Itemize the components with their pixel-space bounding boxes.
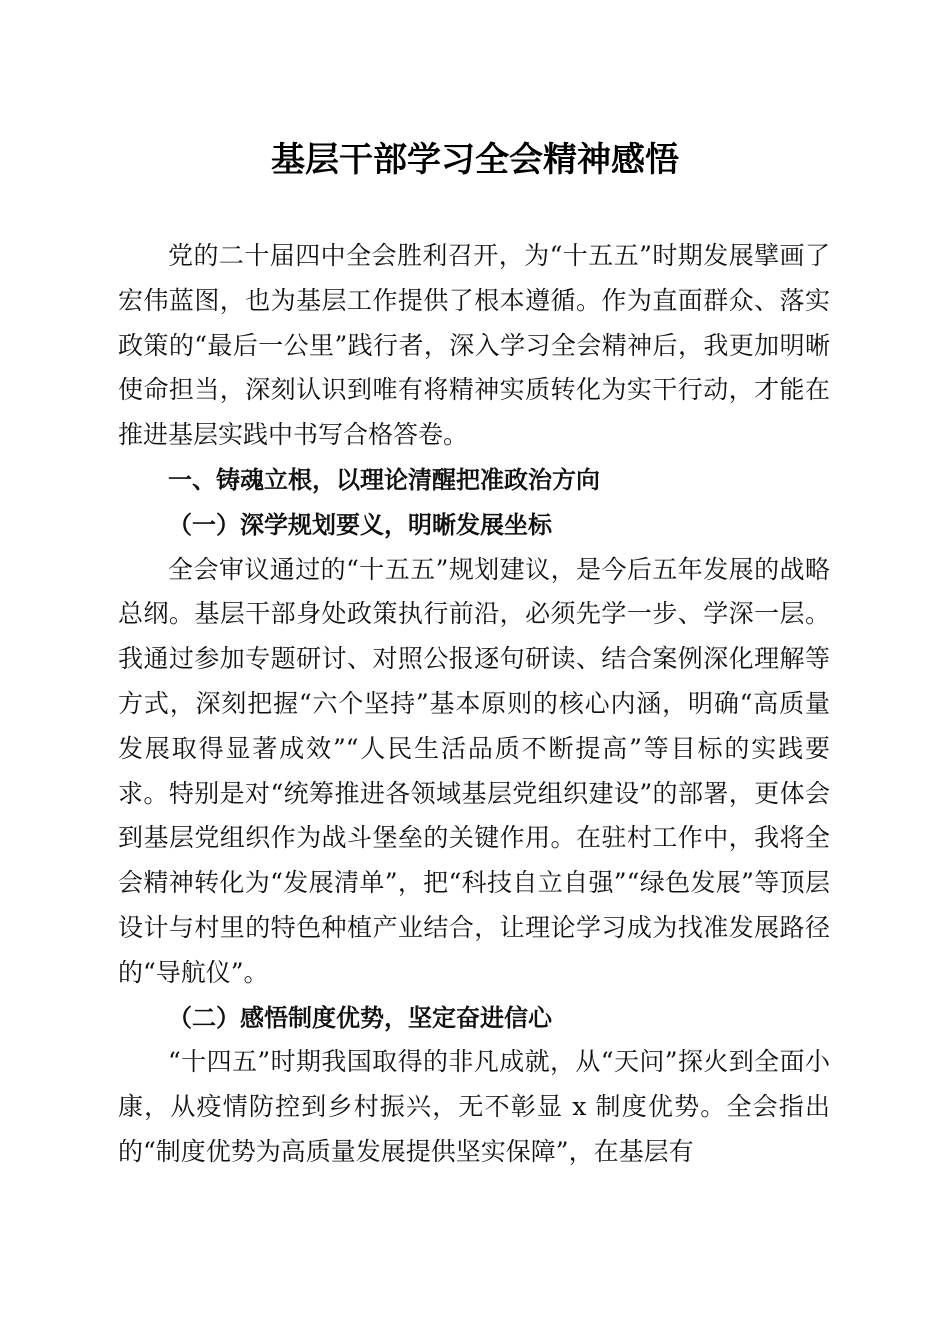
subsection-2-paragraph: “十四五”时期我国取得的非凡成就，从“天问”探火到全面小康，从疫情防控到乡村振兴，无不彰显 x 制度优势。全会指出的“制度优势为高质量发展提供坚实保障”，在基层有 [118,1047,830,1166]
subsection-heading-1: （一）深学规划要义，明晰发展坐标 [168,509,552,539]
subsection-heading-2: （二）感悟制度优势，坚定奋进信心 [168,1002,552,1032]
intro-paragraph: 党的二十届四中全会胜利召开，为“十五五”时期发展擘画了宏伟蓝图，也为基层工作提供了根本遵循。作为直面群众、落实政策的“最后一公里”践行者，深入学习全会精神后，我更加明晰使命担当，深刻认识到唯有将精神实质转化为实干行动，才能在推进基层实践中书写合格答卷。 [118,241,830,450]
subsection-1-paragraph: 全会审议通过的“十五五”规划建议，是今后五年发展的战略总纲。基层干部身处政策执行前沿，必须先学一步、学深一层。我通过参加专题研讨、对照公报逐句研读、结合案例深化理解等方式，深刻把握“六个坚持”基本原则的核心内涵，明确“高质量发展取得显著成效”“人民生活品质不断提高”等目标的实践要求。特别是对“统筹推进各领域基层党组织建设”的部署，更体会到基层党组织作为战斗堡垒的关键作用。在驻村工作中，我将全会精神转化为“发展清单”，把“科技自立自强”“绿色发展”等顶层设计与村里的特色种植产业结合，让理论学习成为找准发展路径的“导航仪”。 [118,554,830,987]
document-title: 基层干部学习全会精神感悟 [271,140,679,180]
document-body [118,234,830,1175]
section-heading-1: 一、铸魂立根，以理论清醒把准政治方向 [168,465,600,494]
